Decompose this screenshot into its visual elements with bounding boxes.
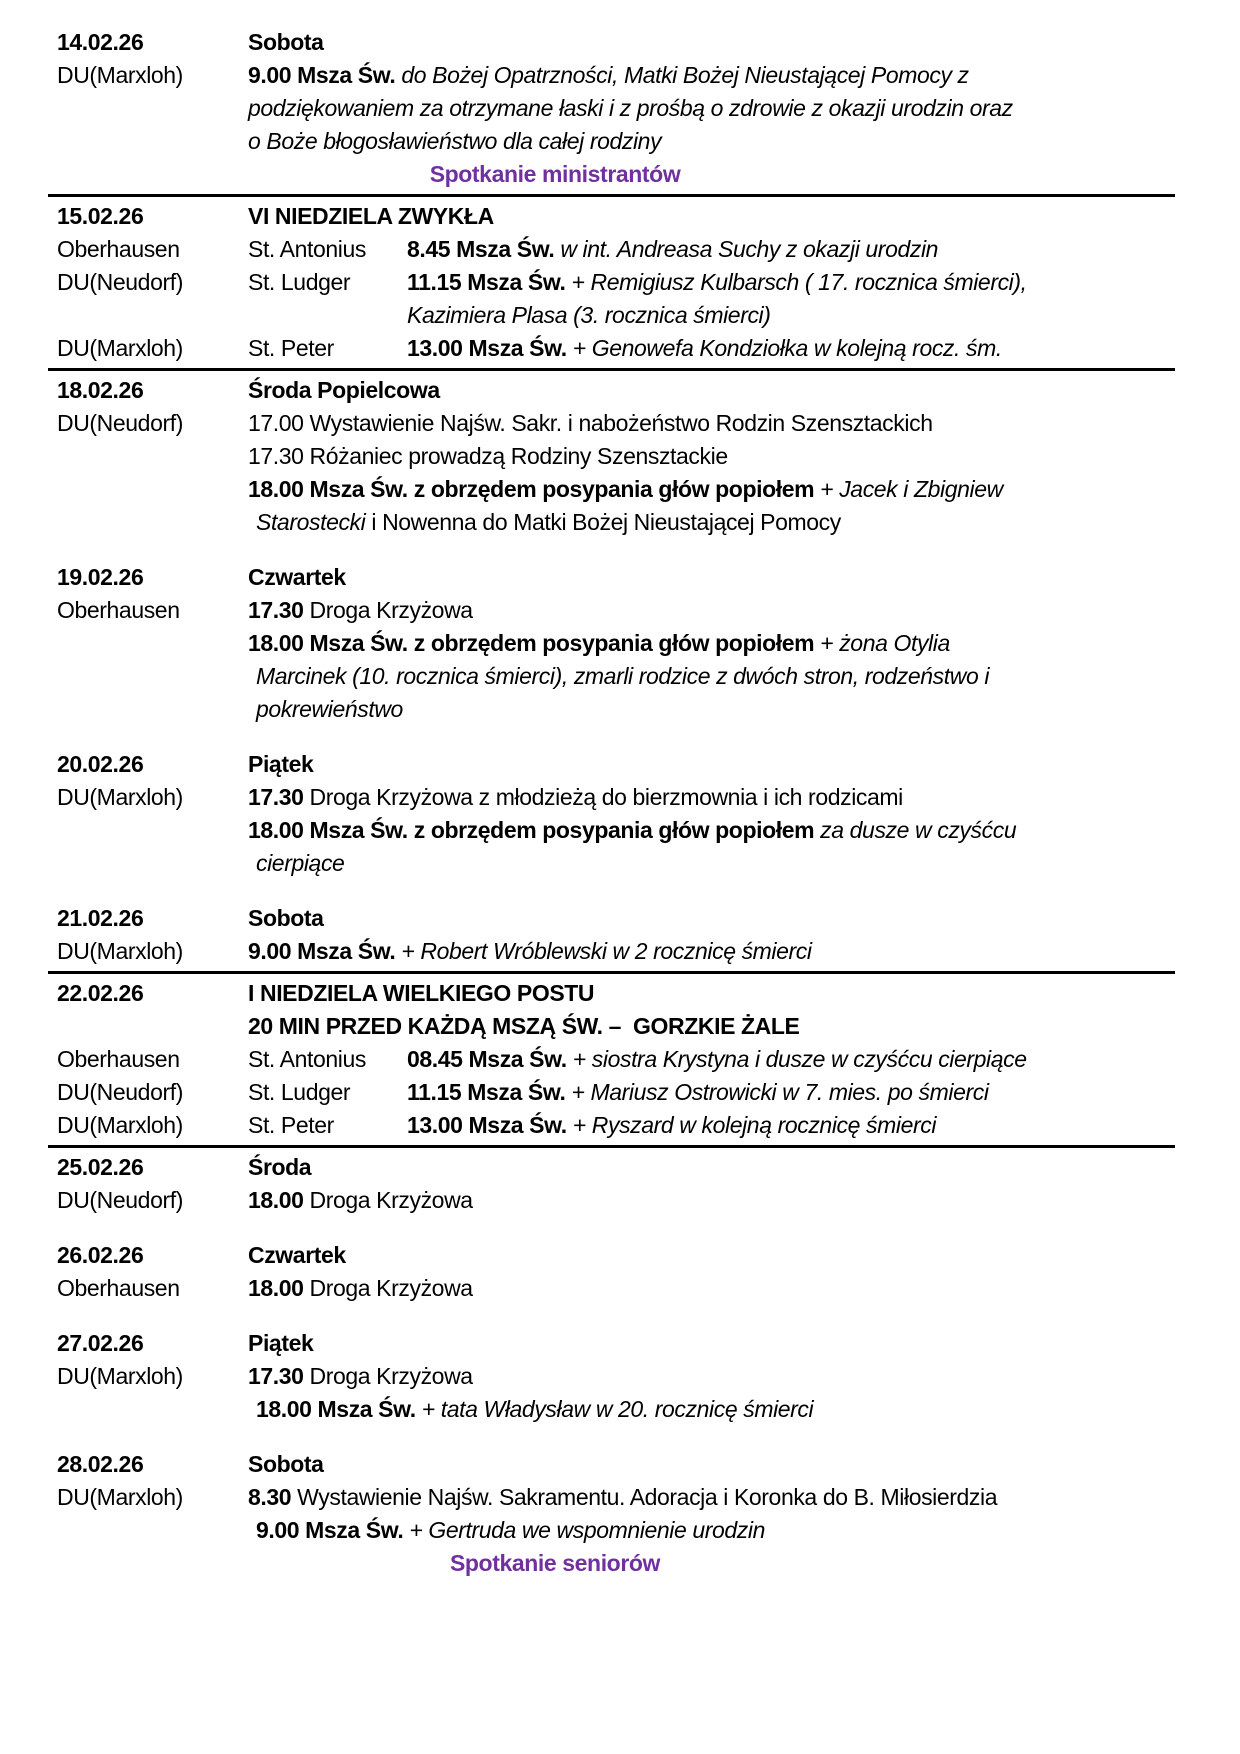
schedule-row — [57, 935, 1175, 968]
event-text-segment: 11.15 Msza Św. — [407, 269, 566, 295]
event-text-segment: w int. Andreasa Suchy z okazji urodzin — [554, 236, 939, 262]
event-text-segment: Droga Krzyżowa — [303, 1187, 473, 1213]
event-text — [248, 374, 1175, 407]
event-text-segment: 9.00 Msza Św. — [248, 62, 396, 88]
church-cell: St. Antonius — [248, 236, 366, 262]
church-cell: St. Ludger — [248, 269, 351, 295]
schedule-row — [57, 374, 1175, 407]
schedule-row — [57, 814, 1175, 847]
meeting-heading: Spotkanie ministrantów — [429, 161, 681, 187]
event-text-segment: Droga Krzyżowa — [303, 1275, 473, 1301]
schedule-row — [57, 407, 1175, 440]
event-text — [248, 627, 1175, 660]
event-text-segment: Piątek — [248, 1330, 314, 1356]
event-text-segment: 18.00 Msza Św. — [256, 1396, 416, 1422]
schedule-row — [57, 693, 1175, 726]
location-cell: DU(Neudorf) — [57, 410, 183, 436]
event-text-segment: 17.30 — [248, 1363, 304, 1389]
schedule-row — [57, 1010, 1175, 1043]
event-text-segment: + Genowefa Kondziołka w kolejną rocz. śm. — [566, 335, 1002, 361]
schedule-row — [57, 299, 1175, 332]
schedule-row — [57, 977, 1175, 1010]
schedule-row — [57, 561, 1175, 594]
church-cell: St. Antonius — [248, 1046, 366, 1072]
location-cell: DU(Neudorf) — [57, 1187, 183, 1213]
location-cell: DU(Marxloh) — [57, 1363, 183, 1389]
event-text-segment: o Boże błogosławieństwo dla całej rodziny — [248, 128, 662, 154]
location-cell: Oberhausen — [57, 1046, 180, 1072]
event-text — [407, 233, 1175, 266]
schedule-row — [57, 200, 1175, 233]
event-text-segment: 8.45 Msza Św. — [407, 236, 555, 262]
schedule-row — [57, 125, 1175, 158]
event-text — [407, 332, 1175, 365]
event-text-segment: Sobota — [248, 29, 324, 55]
event-text-segment: 9.00 Msza Św. — [248, 938, 396, 964]
event-text-segment: Czwartek — [248, 1242, 346, 1268]
event-text — [407, 1109, 1175, 1142]
event-text-segment: 13.00 Msza Św. — [407, 1112, 567, 1138]
event-text-segment: Sobota — [248, 1451, 324, 1477]
event-text-segment: VI NIEDZIELA ZWYKŁA — [248, 203, 494, 229]
spacer — [57, 1305, 1175, 1327]
schedule-row — [57, 902, 1175, 935]
event-text-segment: 9.00 Msza Św. — [256, 1517, 404, 1543]
date-cell: 19.02.26 — [57, 564, 144, 590]
section-divider — [48, 368, 1175, 371]
event-text-segment: Piątek — [248, 751, 314, 777]
schedule-row — [57, 781, 1175, 814]
event-text — [248, 693, 1175, 726]
schedule-row — [57, 266, 1175, 299]
date-cell: 26.02.26 — [57, 1242, 144, 1268]
schedule-row — [57, 59, 1175, 92]
event-text — [248, 59, 1175, 92]
event-text-segment: 17.30 Różaniec prowadzą Rodziny Szensztackie — [248, 443, 728, 469]
event-text-segment: + Gertruda we wspomnienie urodzin — [403, 1517, 765, 1543]
event-text-segment: 20 MIN PRZED KAŻDĄ MSZĄ ŚW. – GORZKIE ŻALE — [248, 1013, 800, 1039]
event-text-segment: 8.30 — [248, 1484, 292, 1510]
event-text — [248, 1514, 1175, 1547]
event-text-segment: 18.00 Msza Św. z obrzędem posypania głów popiołem — [248, 817, 815, 843]
schedule-row — [57, 847, 1175, 880]
event-text-segment: Kazimiera Plasa (3. rocznica śmierci) — [407, 302, 771, 328]
event-text-segment: 17.30 — [248, 784, 304, 810]
event-text-segment: 18.00 Msza Św. z obrzędem posypania głów popiołem — [248, 476, 815, 502]
event-text — [248, 781, 1175, 814]
event-text — [248, 1272, 1175, 1305]
event-text-segment: + tata Władysław w 20. rocznicę śmierci — [415, 1396, 814, 1422]
event-text — [248, 1448, 1175, 1481]
event-text — [248, 473, 1175, 506]
event-text — [407, 266, 1175, 299]
schedule-row — [57, 92, 1175, 125]
event-text — [248, 977, 1175, 1010]
date-cell: 27.02.26 — [57, 1330, 144, 1356]
spacer — [57, 1426, 1175, 1448]
event-text — [248, 1360, 1175, 1393]
schedule-row — [57, 1109, 1175, 1142]
schedule-row — [57, 1151, 1175, 1184]
schedule-table — [57, 26, 1175, 1580]
event-text — [248, 125, 1175, 158]
spacer — [57, 1217, 1175, 1239]
event-text-segment: Środa — [248, 1154, 312, 1180]
event-text-segment: i Nowenna do Matki Bożej Nieustającej Pomocy — [365, 509, 841, 535]
event-text — [248, 1184, 1175, 1217]
event-text-segment: Czwartek — [248, 564, 346, 590]
section-divider — [48, 1145, 1175, 1148]
event-text-segment: podziękowaniem za otrzymane łaski i z prośbą o zdrowie z okazji urodzin oraz — [248, 95, 1013, 121]
event-text-segment: + Remigiusz Kulbarsch ( 17. rocznica śmierci), — [565, 269, 1027, 295]
date-cell: 22.02.26 — [57, 980, 144, 1006]
event-text — [248, 92, 1175, 125]
event-text — [248, 935, 1175, 968]
date-cell: 25.02.26 — [57, 1154, 144, 1180]
event-text — [248, 902, 1175, 935]
location-cell: DU(Neudorf) — [57, 269, 183, 295]
event-text-segment: Marcinek (10. rocznica śmierci), zmarli rodzice z dwóch stron, rodzeństwo i — [256, 663, 990, 689]
schedule-row — [57, 1043, 1175, 1076]
event-text-segment: do Bożej Opatrzności, Matki Bożej Nieustającej Pomocy z — [395, 62, 969, 88]
event-text — [248, 26, 1175, 59]
date-cell: 21.02.26 — [57, 905, 144, 931]
event-text — [248, 1481, 1175, 1514]
schedule-row — [57, 627, 1175, 660]
date-cell: 14.02.26 — [57, 29, 144, 55]
section-divider — [48, 971, 1175, 974]
schedule-row — [57, 1327, 1175, 1360]
event-text — [248, 748, 1175, 781]
event-text-segment: cierpiące — [256, 850, 345, 876]
event-text — [407, 299, 1175, 332]
schedule-row — [57, 1076, 1175, 1109]
schedule-row — [57, 473, 1175, 506]
location-cell: DU(Marxloh) — [57, 335, 183, 361]
church-cell: St. Peter — [248, 1112, 334, 1138]
event-text — [248, 506, 1175, 539]
schedule-row — [57, 1272, 1175, 1305]
location-cell: DU(Marxloh) — [57, 62, 183, 88]
schedule-row — [57, 440, 1175, 473]
event-text-segment: I NIEDZIELA WIELKIEGO POSTU — [248, 980, 595, 1006]
event-text-segment: Droga Krzyżowa — [303, 1363, 473, 1389]
event-text — [407, 1076, 1175, 1109]
event-text-segment: 18.00 — [248, 1187, 304, 1213]
schedule-row — [57, 332, 1175, 365]
event-text — [248, 814, 1175, 847]
spacer — [57, 726, 1175, 748]
schedule-row — [57, 1448, 1175, 1481]
event-text-segment: 08.45 Msza Św. — [407, 1046, 567, 1072]
event-text-segment: 18.00 — [248, 1275, 304, 1301]
event-text-segment: Wystawienie Najśw. Sakramentu. Adoracja i Koronka do B. Miłosierdzia — [291, 1484, 998, 1510]
event-text-segment: + Mariusz Ostrowicki w 7. mies. po śmierci — [565, 1079, 989, 1105]
section-divider — [48, 194, 1175, 197]
spacer — [57, 880, 1175, 902]
event-text-segment: 13.00 Msza Św. — [407, 335, 567, 361]
spacer — [57, 539, 1175, 561]
schedule-row — [57, 506, 1175, 539]
date-cell: 15.02.26 — [57, 203, 144, 229]
schedule-row — [57, 233, 1175, 266]
location-cell: Oberhausen — [57, 597, 180, 623]
schedule-row — [57, 26, 1175, 59]
location-cell: DU(Marxloh) — [57, 1484, 183, 1510]
event-text — [407, 1043, 1175, 1076]
schedule-row — [57, 1514, 1175, 1547]
event-text-segment: za dusze w czyśćcu — [814, 817, 1017, 843]
event-text-segment: Droga Krzyżowa z młodzieżą do bierzmownia i ich rodzicami — [303, 784, 903, 810]
event-text — [248, 660, 1175, 693]
event-text — [248, 440, 1175, 473]
schedule-row — [57, 594, 1175, 627]
schedule-row — [57, 1393, 1175, 1426]
schedule-row — [57, 1481, 1175, 1514]
date-cell: 18.02.26 — [57, 377, 144, 403]
event-text — [248, 1327, 1175, 1360]
location-cell: Oberhausen — [57, 236, 180, 262]
event-text-segment: Droga Krzyżowa — [303, 597, 473, 623]
schedule-row — [57, 1184, 1175, 1217]
event-text-segment: pokrewieństwo — [256, 696, 403, 722]
event-text-segment: + Ryszard w kolejną rocznicę śmierci — [566, 1112, 937, 1138]
event-text-segment: 17.00 Wystawienie Najśw. Sakr. i nabożeństwo Rodzin Szensztackich — [248, 410, 933, 436]
event-text — [248, 847, 1175, 880]
church-cell: St. Peter — [248, 335, 334, 361]
date-cell: 20.02.26 — [57, 751, 144, 777]
meeting-heading: Spotkanie seniorów — [449, 1550, 661, 1576]
event-text — [248, 1393, 1175, 1426]
event-text — [248, 200, 1175, 233]
event-text-segment: + siostra Krystyna i dusze w czyśćcu cierpiące — [566, 1046, 1027, 1072]
location-cell: DU(Marxloh) — [57, 784, 183, 810]
event-text — [248, 407, 1175, 440]
location-cell: DU(Marxloh) — [57, 938, 183, 964]
event-text-segment: Środa Popielcowa — [248, 377, 440, 403]
event-text — [248, 561, 1175, 594]
event-text — [248, 1151, 1175, 1184]
event-text — [248, 1239, 1175, 1272]
event-text-segment: + Jacek i Zbigniew — [814, 476, 1003, 502]
location-cell: DU(Marxloh) — [57, 1112, 183, 1138]
schedule-row — [57, 660, 1175, 693]
location-cell: Oberhausen — [57, 1275, 180, 1301]
event-text — [248, 1010, 1175, 1043]
event-text-segment: + żona Otylia — [814, 630, 950, 656]
location-cell: DU(Neudorf) — [57, 1079, 183, 1105]
schedule-row — [57, 1239, 1175, 1272]
event-text-segment: Sobota — [248, 905, 324, 931]
event-text-segment: 17.30 — [248, 597, 304, 623]
event-text-segment: 18.00 Msza Św. z obrzędem posypania głów popiołem — [248, 630, 815, 656]
event-text-segment: + Robert Wróblewski w 2 rocznicę śmierci — [395, 938, 812, 964]
event-text-segment: 11.15 Msza Św. — [407, 1079, 566, 1105]
schedule-row — [57, 1360, 1175, 1393]
schedule-row — [57, 748, 1175, 781]
event-text-segment: Starostecki — [256, 509, 366, 535]
event-text — [248, 594, 1175, 627]
church-cell: St. Ludger — [248, 1079, 351, 1105]
date-cell: 28.02.26 — [57, 1451, 144, 1477]
